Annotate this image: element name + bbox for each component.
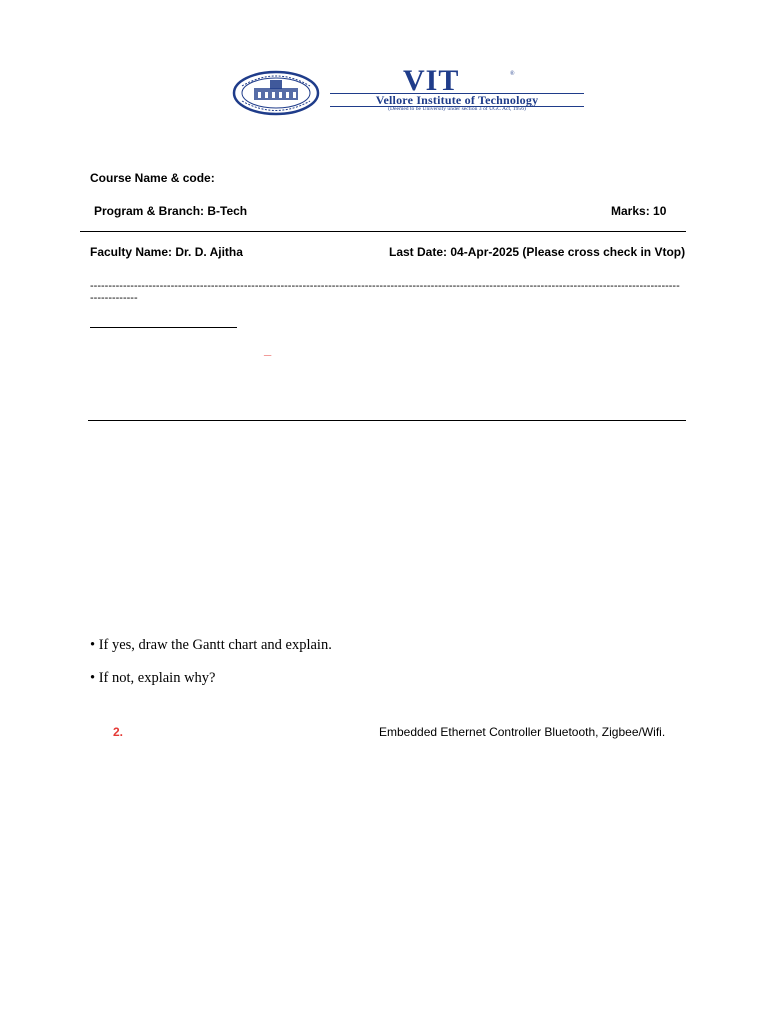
dashed-separator: ------------------------------------------------------------------------------------------------------------------------------------------------------------------------------	[90, 280, 680, 304]
institute-name: Vellore Institute of Technology	[375, 93, 539, 107]
marks-label: Marks: 10	[611, 204, 667, 218]
question-text: Embedded Ethernet Controller Bluetooth, Zigbee/Wifi.	[379, 725, 666, 739]
header-divider	[80, 231, 686, 232]
course-name-label: Course Name & code:	[90, 171, 215, 185]
program-branch-label: Program & Branch: B-Tech	[94, 204, 248, 218]
last-date-label: Last Date: 04-Apr-2025 (Please cross check in Vtop)	[389, 245, 686, 259]
red-mark: _	[264, 342, 272, 357]
logo-registered-mark: ®	[510, 71, 515, 77]
vit-seal-icon	[232, 70, 320, 116]
section-divider	[88, 420, 686, 421]
short-underline	[90, 327, 237, 328]
question-number: 2.	[113, 725, 124, 739]
bullet-if-yes: • If yes, draw the Gantt chart and explain.	[90, 637, 332, 653]
deemed-university-line: (Deemed to be University under section 3 of UGC Act, 1956)	[388, 106, 526, 112]
bullet-if-not: • If not, explain why?	[90, 670, 216, 686]
faculty-name-label: Faculty Name: Dr. D. Ajitha	[90, 245, 243, 259]
logo-wordmark: VIT	[403, 64, 460, 97]
